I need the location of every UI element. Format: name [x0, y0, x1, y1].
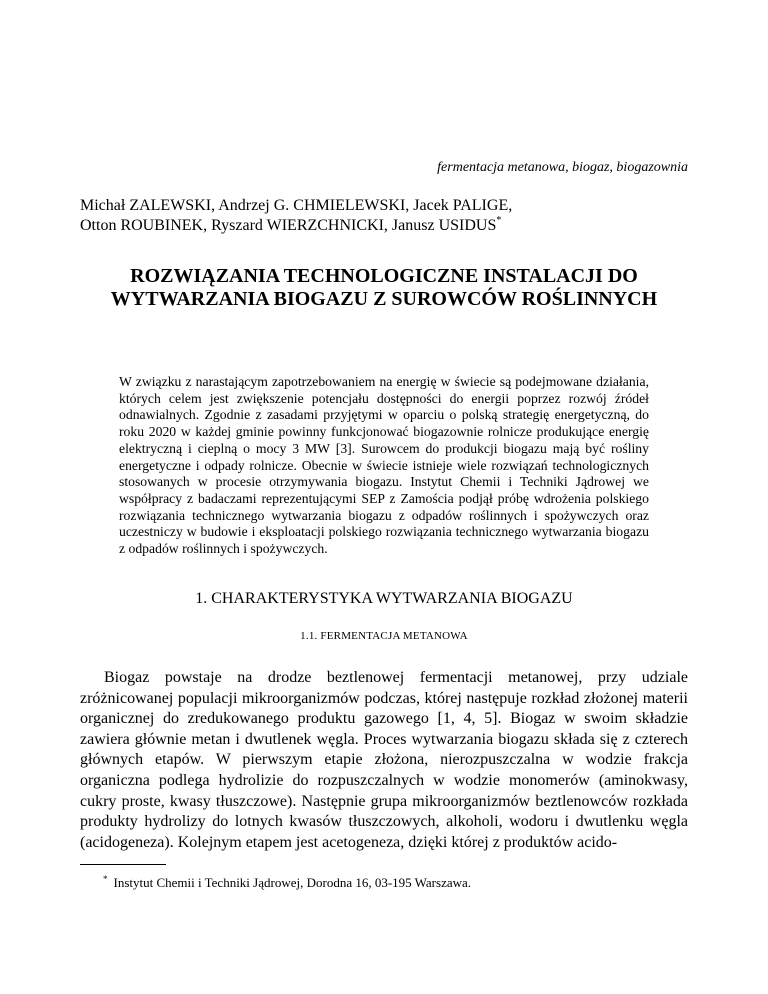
footnote-rule: [80, 864, 166, 865]
abstract: W związku z narastającym zapotrzebowaniem na energię w świecie są podejmowane działania, których celem jest zwiększenie potencjału dostępności do energii poprzez rozwój źródeł odnawialnych. Zgodnie z zasadami przyjętymi w oparciu o polską strategię energetyczną, do roku 2020 w każdej gminie powinny funkcjonować biogazownie rolnicze produkujące energię elektryczną i cieplną o mocy 3 MW [3]. Surowcem do produkcji biogazu mają być rośliny energetyczne i odpady rolnicze. Obecnie w świecie istnieje wiele rozwiązań technologicznych stosowanych w procesie otrzymywania biogazu. Instytut Chemii i Techniki Jądrowej we współpracy z badaczami reprezentującymi SEP z Zamościa podjął próbę wdrożenia polskiego rozwiązania technicznego wytwarzania biogazu z odpadów roślinnych i spożywczych oraz uczestniczy w budowie i eksploatacji polskiego rozwiązania technicznego wytwarzania biogazu z odpadów roślinnych i spożywczych.: [119, 374, 649, 557]
section-heading: 1. CHARAKTERYSTYKA WYTWARZANIA BIOGAZU: [195, 590, 573, 607]
author-footnote-mark: *: [496, 215, 502, 226]
paper-title: [80, 265, 688, 311]
author-list: [80, 196, 512, 236]
subsection-heading: 1.1. FERMENTACJA METANOWA: [300, 630, 468, 642]
body-paragraph: Biogaz powstaje na drodze beztlenowej fermentacji metanowej, przy udziale zróżnicowanej populacji mikroorganizmów podczas, której następuje rozkład złożonej materii organicznej do zredukowanego produktu gazowego [1, 4, 5]. Biogaz w swoim składzie zawiera głównie metan i dwutlenek węgla. Proces wytwarzania biogazu składa się z czterech głównych etapów. W pierwszym etapie złożona, nierozpuszczalna w wodzie frakcja organiczna podlega hydrolizie do rozpuszczalnych w wodzie monomerów (aminokwasy, cukry proste, kwasy tłuszczowe). Następnie grupa mikroorganizmów beztlenowców rozkłada produkty hydrolizy do lotnych kwasów tłuszczowych, alkoholi, wodoru i dwutlenku węgla (acidogeneza). Kolejnym etapem jest acetogeneza, dzięki której z produktów acido-: [80, 669, 688, 851]
footnote-mark: *: [103, 874, 108, 884]
footnote: [103, 875, 471, 891]
author-line-1: Michał ZALEWSKI, Andrzej G. CHMIELEWSKI, Jacek PALIGE,: [80, 197, 513, 214]
author-line-2: [80, 216, 512, 236]
title-line-1: ROZWIĄZANIA TECHNOLOGICZNE INSTALACJI DO: [130, 265, 638, 287]
title-line-2: WYTWARZANIA BIOGAZU Z SUROWCÓW ROŚLINNYCH: [110, 288, 658, 310]
keywords: fermentacja metanowa, biogaz, biogazownia: [437, 160, 688, 175]
footnote-text: Instytut Chemii i Techniki Jądrowej, Dorodna 16, 03-195 Warszawa.: [113, 875, 472, 890]
author-line-2-text: Otton ROUBINEK, Ryszard WIERZCHNICKI, Janusz USIDUS: [80, 217, 497, 234]
